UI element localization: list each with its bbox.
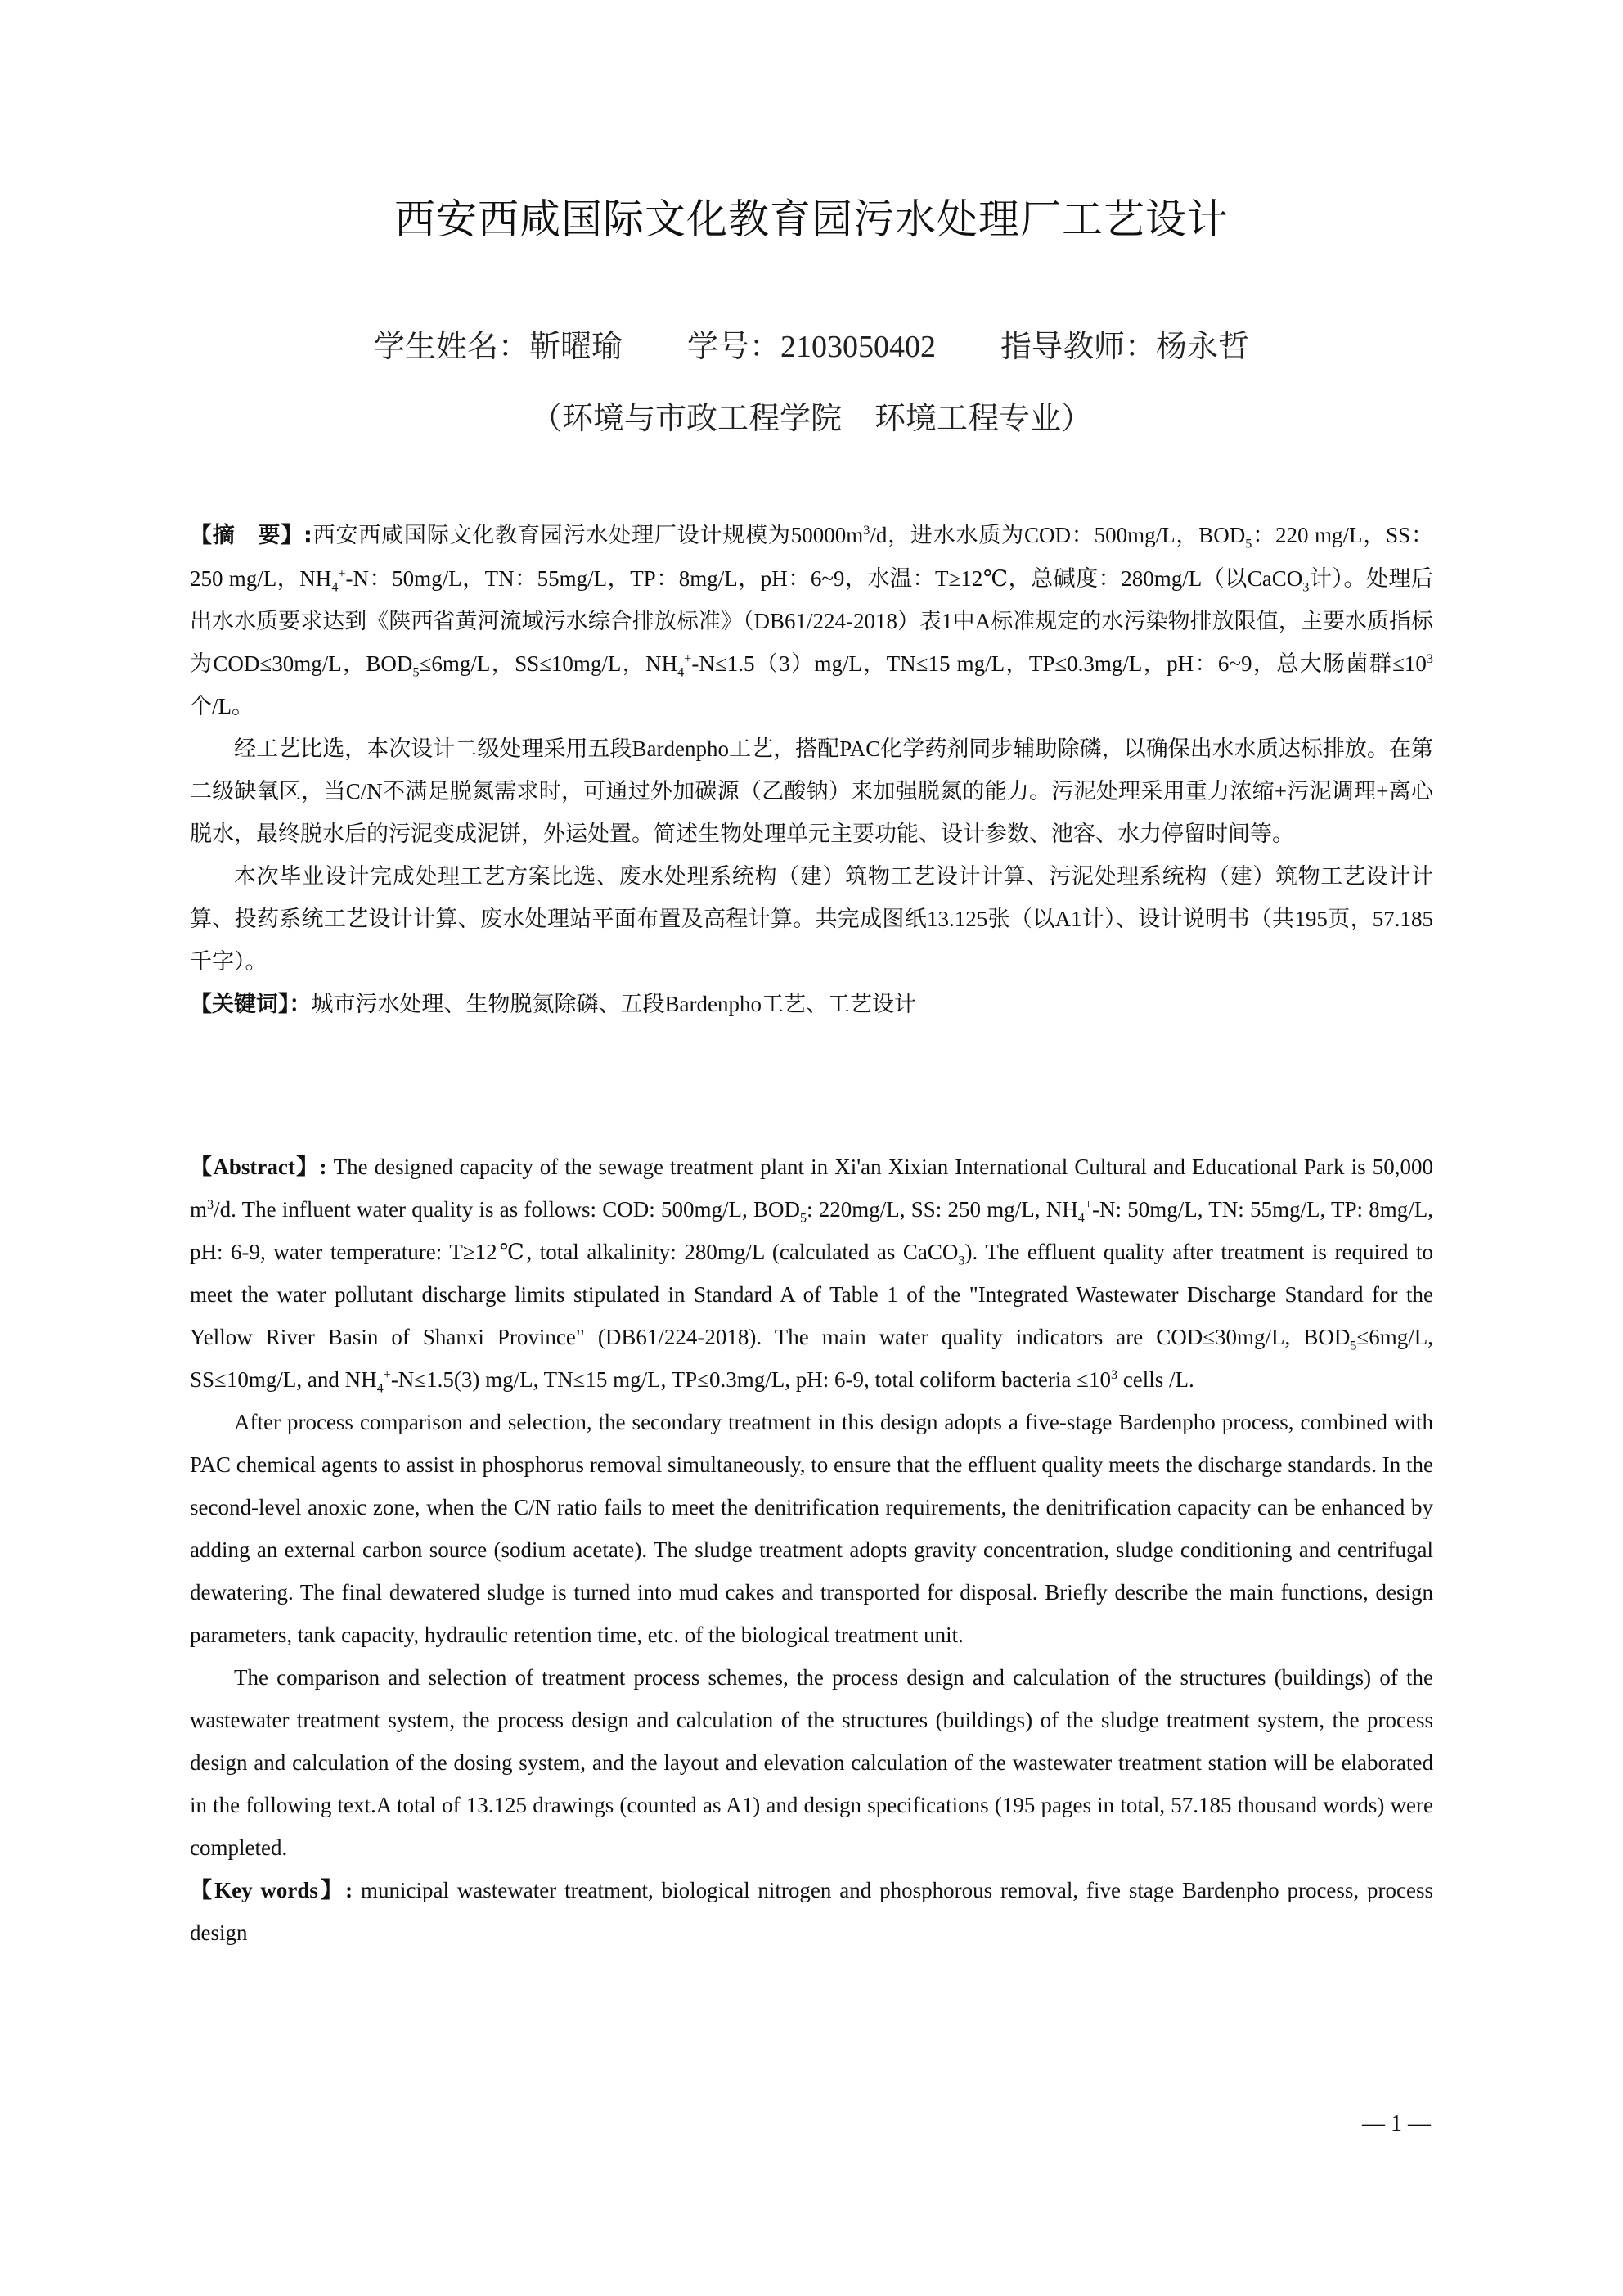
chinese-abstract-p2: 经工艺比选，本次设计二级处理采用五段Bardenpho工艺，搭配PAC化学药剂同步辅助除磷，以确保出水水质达标排放。在第二级缺氧区，当C/N不满足脱氮需求时，可通过外加碳源（乙酸钠）来加强脱氮的能力。污泥处理采用重力浓缩+污泥调理+离心脱水，最终脱水后的污泥变成泥饼，外运处置。简述生物处理单元主要功能、设计参数、池容、水力停留时间等。	[190, 736, 1433, 846]
page-number: — 1 —	[1362, 2111, 1431, 2136]
major: 环境工程专业	[874, 402, 1062, 436]
subscript: 3	[1302, 579, 1310, 595]
page-title: 西安西咸国际文化教育园污水处理厂工艺设计	[394, 196, 1229, 243]
text-run: ≤6mg/L，SS≤10mg/L，NH	[419, 651, 678, 676]
subscript: 5	[799, 1210, 807, 1226]
subscript: 5	[1350, 1338, 1357, 1353]
student-id-label: 学号：	[686, 330, 780, 364]
text-run: 个/L。	[190, 694, 254, 718]
text-run: /d. The influent water quality is as follows: COD: 500mg/L, BOD	[214, 1197, 800, 1222]
text-run: ). The effluent quality after treatment is required to meet the water pollutant discharge limits stipulated in Standard A of Table 1 of the "Integrated Wastewater Discharge Standard for the Yellow River Basin of Shanxi Province" (DB61/224-2018). The main water quality indicators are COD≤30mg/L, BOD	[190, 1240, 1433, 1349]
english-keywords	[190, 1869, 1433, 1954]
student-id: 2103050402	[780, 330, 936, 364]
subscript: 4	[1077, 1210, 1085, 1226]
english-keywords-label: 【Key words】:	[190, 1878, 353, 1902]
affiliation-close-paren: ）	[1061, 402, 1093, 436]
subscript: 5	[412, 664, 420, 680]
advisor-name: 杨永哲	[1156, 330, 1250, 364]
subscript: 4	[331, 579, 339, 595]
english-abstract-label: 【Abstract】:	[190, 1155, 327, 1179]
text-run: -N≤1.5（3）mg/L，TN≤15 mg/L，TP≤0.3mg/L，pH：6~9，总大肠菌群≤10	[691, 651, 1427, 676]
english-abstract	[190, 1146, 1433, 1954]
text-run: -N: 50mg/L, TN: 55mg/L, TP: 8mg/L, pH: 6-9, water temperature: T≥12℃, total alkalinity: 280mg/L (calculated as CaCO	[190, 1197, 1433, 1264]
text-run: ：220 mg/L，SS：250 mg/L，NH	[190, 523, 1433, 591]
text-run: cells /L.	[1117, 1367, 1194, 1392]
superscript: +	[338, 566, 346, 581]
english-abstract-p1	[190, 1146, 1433, 1401]
superscript: 3	[1426, 651, 1433, 666]
english-abstract-p2: After process comparison and selection, the secondary treatment in this design adopts a five-stage Bardenpho process, combined with PAC chemical agents to assist in phosphorus removal simultaneously, to ensure that the effluent quality meets the discharge standards. In the second-level anoxic zone, when the C/N ratio fails to meet the denitrification requirements, the denitrification capacity can be enhanced by adding an external carbon source (sodium acetate). The sludge treatment adopts gravity concentration, sludge conditioning and centrifugal dewatering. The final dewatered sludge is turned into mud cakes and transported for disposal. Briefly describe the main functions, design parameters, tank capacity, hydraulic retention time, etc. of the biological treatment unit.	[190, 1410, 1433, 1647]
superscript: +	[1084, 1197, 1093, 1212]
chinese-abstract	[190, 514, 1433, 1026]
text-run: 西安西咸国际文化教育园污水处理厂设计规模为50000m	[312, 523, 864, 547]
student-name-label: 学生姓名：	[373, 330, 529, 364]
text-run: /d，进水水质为COD：500mg/L，BOD	[870, 523, 1246, 547]
english-keywords-text: municipal wastewater treatment, biological nitrogen and phosphorous removal, five stage Bardenpho process, process design	[190, 1878, 1433, 1945]
superscript: 3	[207, 1197, 214, 1212]
chinese-keywords	[190, 983, 1433, 1026]
subscript: 3	[958, 1253, 965, 1268]
affiliation	[0, 393, 1623, 438]
superscript: +	[383, 1367, 391, 1382]
advisor-label: 指导教师：	[1000, 330, 1157, 364]
chinese-abstract-label: 【摘 要】:	[190, 523, 312, 548]
superscript: +	[684, 651, 692, 666]
text-run: 计）。处理后出水水质要求达到《陕西省黄河流域污水综合排放标准》（DB61/224-2018）表1中A标准规定的水污染物排放限值，主要水质指标为COD≤30mg/L，BOD	[190, 566, 1434, 676]
text-run: The designed capacity of the sewage treatment plant in Xi'an Xixian International Cultural and Educational Park is 50,000 m	[190, 1155, 1433, 1222]
text-run: -N≤1.5(3) mg/L, TN≤15 mg/L, TP≤0.3mg/L, pH: 6-9, total coliform bacteria ≤10	[390, 1367, 1111, 1392]
english-abstract-p3: The comparison and selection of treatment process schemes, the process design and calculation of the structures (buildings) of the wastewater treatment system, the process design and calculation of the structures (buildings) of the sludge treatment system, the process design and calculation of the dosing system, and the layout and elevation calculation of the wastewater treatment station will be elaborated in the following text.A total of 13.125 drawings (counted as A1) and design specifications (195 pages in total, 57.185 thousand words) were completed.	[190, 1665, 1433, 1860]
student-info	[0, 321, 1623, 366]
subscript: 5	[1245, 536, 1252, 551]
subscript: 4	[677, 664, 685, 680]
college: 环境与市政工程学院	[561, 402, 842, 436]
chinese-keywords-text: 城市污水处理、生物脱氮除磷、五段Bardenpho工艺、工艺设计	[311, 992, 916, 1016]
student-name: 靳曜瑜	[528, 330, 623, 364]
superscript: 3	[1110, 1367, 1118, 1382]
superscript: 3	[863, 523, 870, 538]
text-run: -N：50mg/L，TN：55mg/L，TP：8mg/L，pH：6~9，水温：T≥12℃，总碱度：280mg/L（以CaCO	[345, 566, 1303, 591]
chinese-abstract-p3: 本次毕业设计完成处理工艺方案比选、废水处理系统构（建）筑物工艺设计计算、污泥处理系统构（建）筑物工艺设计计算、投药系统工艺设计计算、废水处理站平面布置及高程计算。共完成图纸13.125张（以A1计）、设计说明书（共195页，57.185千字）。	[190, 864, 1433, 974]
text-run: : 220mg/L, SS: 250 mg/L, NH	[807, 1197, 1078, 1222]
subscript: 4	[376, 1380, 384, 1396]
text-run: ≤6mg/L, SS≤10mg/L, and NH	[190, 1325, 1433, 1392]
chinese-abstract-p1	[190, 514, 1433, 727]
affiliation-open-paren: （	[530, 402, 562, 436]
chinese-keywords-label: 【关键词】：	[190, 992, 312, 1017]
